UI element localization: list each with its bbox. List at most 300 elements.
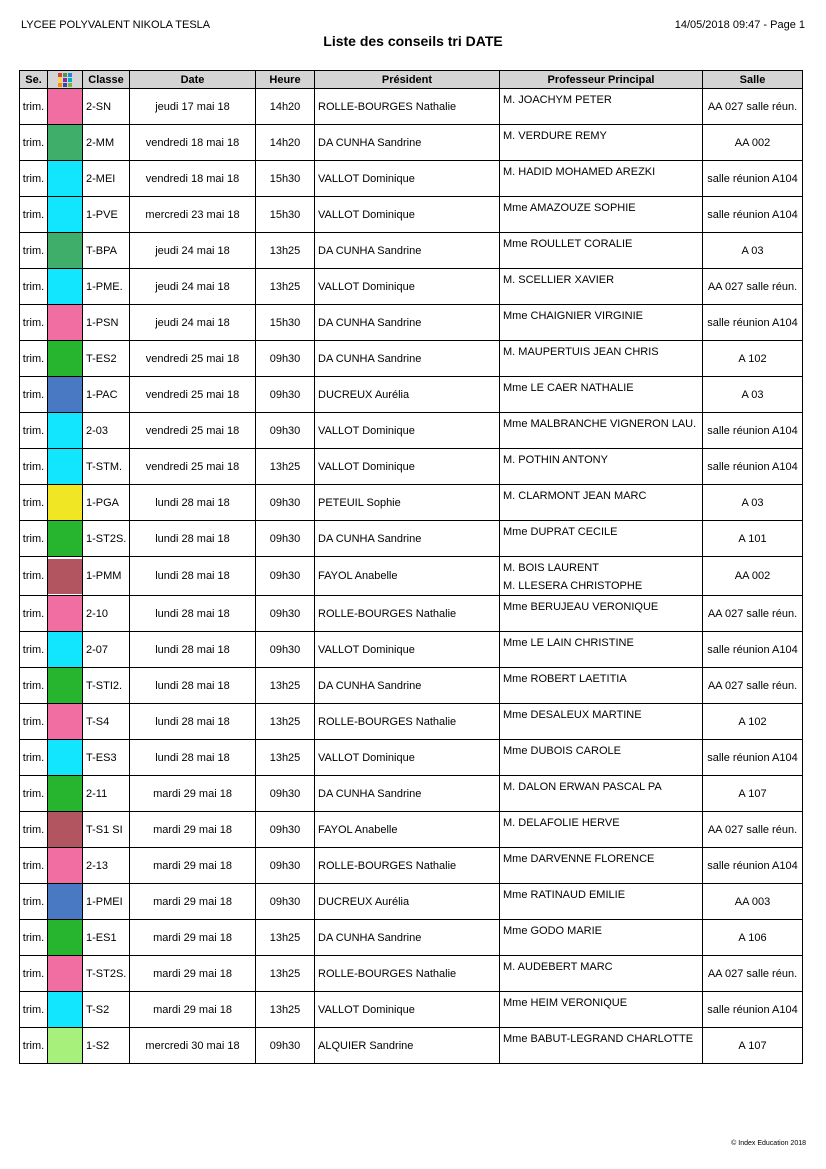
cell-color-swatch [48,632,83,668]
cell-classe: 2-11 [83,776,130,812]
cell-president: DA CUNHA Sandrine [315,125,500,161]
cell-color-swatch [48,341,83,377]
cell-heure: 09h30 [256,485,315,521]
cell-se: trim. [20,269,48,305]
cell-heure: 09h30 [256,848,315,884]
cell-color-swatch [48,521,83,557]
prof-name: M. JOACHYM PETER [503,94,612,106]
cell-date: jeudi 24 mai 18 [130,269,256,305]
prof-name: Mme DESALEUX MARTINE [503,709,642,721]
cell-heure: 09h30 [256,521,315,557]
table-row [20,233,803,269]
cell-prof [500,1028,703,1064]
cell-president: DA CUNHA Sandrine [315,305,500,341]
table-row [20,485,803,521]
cell-date: mercredi 23 mai 18 [130,197,256,233]
cell-prof [500,125,703,161]
cell-prof [500,89,703,125]
color-swatch [48,956,82,991]
cell-president: PETEUIL Sophie [315,485,500,521]
col-header-president: Président [315,71,500,89]
cell-classe: 2-SN [83,89,130,125]
cell-se: trim. [20,776,48,812]
color-swatch [48,449,82,484]
table-row [20,668,803,704]
table-row [20,776,803,812]
cell-heure: 09h30 [256,341,315,377]
cell-color-swatch [48,596,83,632]
table-row [20,521,803,557]
cell-president: VALLOT Dominique [315,740,500,776]
table-row [20,1028,803,1064]
color-swatch [48,992,82,1027]
cell-classe: T-STI2. [83,668,130,704]
cell-date: vendredi 25 mai 18 [130,413,256,449]
cell-date: lundi 28 mai 18 [130,557,256,596]
cell-salle: salle réunion A104 [703,305,803,341]
cell-heure: 14h20 [256,89,315,125]
cell-classe: 1-PMM [83,557,130,596]
cell-prof [500,992,703,1028]
cell-classe: 1-PAC [83,377,130,413]
cell-classe: T-S1 SI [83,812,130,848]
cell-prof [500,776,703,812]
cell-prof [500,413,703,449]
cell-prof [500,305,703,341]
cell-heure: 13h25 [256,269,315,305]
cell-president: VALLOT Dominique [315,269,500,305]
cell-classe: 2-07 [83,632,130,668]
prof-name: Mme DUPRAT CECILE [503,526,618,538]
cell-heure: 15h30 [256,197,315,233]
cell-prof [500,956,703,992]
cell-classe: 2-MM [83,125,130,161]
cell-color-swatch [48,269,83,305]
cell-prof [500,632,703,668]
cell-president: ROLLE-BOURGES Nathalie [315,704,500,740]
prof-name: Mme RATINAUD EMILIE [503,889,626,901]
cell-se: trim. [20,557,48,596]
cell-color-swatch [48,449,83,485]
cell-salle: salle réunion A104 [703,992,803,1028]
color-swatch [48,269,82,304]
cell-prof [500,485,703,521]
cell-salle: A 03 [703,485,803,521]
table-body [20,89,803,1064]
table-row [20,920,803,956]
color-swatch [48,161,82,196]
cell-date: mardi 29 mai 18 [130,848,256,884]
cell-se: trim. [20,89,48,125]
prof-name: M. LLESERA CHRISTOPHE [503,580,643,592]
cell-date: mardi 29 mai 18 [130,920,256,956]
cell-prof [500,596,703,632]
prof-name: Mme MALBRANCHE VIGNERON LAU. [503,418,697,430]
cell-date: mercredi 30 mai 18 [130,1028,256,1064]
cell-date: vendredi 25 mai 18 [130,449,256,485]
cell-color-swatch [48,776,83,812]
table-row [20,269,803,305]
cell-heure: 09h30 [256,884,315,920]
cell-date: lundi 28 mai 18 [130,632,256,668]
school-name: LYCEE POLYVALENT NIKOLA TESLA [21,19,211,31]
color-swatch [48,704,82,739]
color-swatch [48,596,82,631]
cell-se: trim. [20,413,48,449]
cell-salle: salle réunion A104 [703,197,803,233]
cell-heure: 13h25 [256,992,315,1028]
cell-president: FAYOL Anabelle [315,557,500,596]
cell-prof [500,233,703,269]
prof-name: M. DALON ERWAN PASCAL PA [503,781,662,793]
cell-date: lundi 28 mai 18 [130,596,256,632]
cell-heure: 13h25 [256,740,315,776]
cell-color-swatch [48,884,83,920]
cell-se: trim. [20,632,48,668]
cell-color-swatch [48,848,83,884]
cell-heure: 09h30 [256,1028,315,1064]
cell-prof [500,161,703,197]
col-header-prof: Professeur Principal [500,71,703,89]
prof-name: Mme CHAIGNIER VIRGINIE [503,310,643,322]
prof-name: Mme LE LAIN CHRISTINE [503,637,634,649]
col-header-se: Se. [20,71,48,89]
cell-date: lundi 28 mai 18 [130,740,256,776]
col-header-heure: Heure [256,71,315,89]
cell-color-swatch [48,305,83,341]
cell-se: trim. [20,992,48,1028]
table-header-row [20,71,803,89]
color-swatch [48,341,82,376]
cell-president: VALLOT Dominique [315,413,500,449]
cell-salle: A 101 [703,521,803,557]
cell-classe: T-ES2 [83,341,130,377]
cell-classe: 1-PME. [83,269,130,305]
cell-prof [500,521,703,557]
color-swatch [48,305,82,340]
table-row [20,305,803,341]
cell-date: mardi 29 mai 18 [130,812,256,848]
cell-heure: 14h20 [256,125,315,161]
prof-name: M. AUDEBERT MARC [503,961,613,973]
color-swatch [48,89,82,124]
cell-se: trim. [20,596,48,632]
cell-se: trim. [20,161,48,197]
cell-president: VALLOT Dominique [315,161,500,197]
cell-se: trim. [20,956,48,992]
color-swatch [48,884,82,919]
cell-date: mardi 29 mai 18 [130,776,256,812]
prof-name: Mme DUBOIS CAROLE [503,745,621,757]
table-row [20,596,803,632]
cell-prof [500,668,703,704]
cell-salle: salle réunion A104 [703,848,803,884]
cell-salle: A 102 [703,341,803,377]
prof-name: M. VERDURE REMY [503,130,607,142]
table-row [20,704,803,740]
prof-name: Mme BERUJEAU VERONIQUE [503,601,659,613]
table-row [20,812,803,848]
cell-se: trim. [20,920,48,956]
cell-color-swatch [48,740,83,776]
color-palette-icon [58,73,72,87]
col-header-classe: Classe [83,71,130,89]
cell-salle: AA 027 salle réun. [703,269,803,305]
cell-president: ALQUIER Sandrine [315,1028,500,1064]
cell-president: DUCREUX Aurélia [315,884,500,920]
color-swatch [48,740,82,775]
cell-heure: 09h30 [256,596,315,632]
cell-president: VALLOT Dominique [315,197,500,233]
cell-salle: salle réunion A104 [703,161,803,197]
cell-classe: T-ES3 [83,740,130,776]
cell-se: trim. [20,377,48,413]
color-swatch [48,485,82,520]
prof-name: M. BOIS LAURENT [503,562,599,574]
cell-salle: AA 027 salle réun. [703,89,803,125]
prof-name: Mme AMAZOUZE SOPHIE [503,202,636,214]
color-swatch [48,125,82,160]
table-row [20,377,803,413]
cell-salle: A 107 [703,1028,803,1064]
cell-prof [500,704,703,740]
cell-heure: 13h25 [256,668,315,704]
table-row [20,956,803,992]
cell-president: VALLOT Dominique [315,992,500,1028]
color-swatch [48,776,82,811]
cell-president: ROLLE-BOURGES Nathalie [315,596,500,632]
color-swatch [48,668,82,703]
cell-prof [500,848,703,884]
cell-heure: 15h30 [256,161,315,197]
cell-president: VALLOT Dominique [315,449,500,485]
cell-president: DA CUNHA Sandrine [315,233,500,269]
cell-color-swatch [48,1028,83,1064]
prof-name: M. MAUPERTUIS JEAN CHRIS [503,346,659,358]
cell-se: trim. [20,704,48,740]
table-row [20,197,803,233]
cell-president: ROLLE-BOURGES Nathalie [315,956,500,992]
color-swatch [48,848,82,883]
cell-heure: 09h30 [256,377,315,413]
cell-se: trim. [20,305,48,341]
table-row [20,161,803,197]
cell-heure: 13h25 [256,449,315,485]
color-swatch [48,812,82,847]
cell-salle: AA 027 salle réun. [703,596,803,632]
cell-date: lundi 28 mai 18 [130,704,256,740]
cell-salle: A 102 [703,704,803,740]
cell-color-swatch [48,197,83,233]
cell-president: DA CUNHA Sandrine [315,668,500,704]
table-row [20,449,803,485]
cell-heure: 13h25 [256,704,315,740]
cell-president: ROLLE-BOURGES Nathalie [315,848,500,884]
cell-se: trim. [20,197,48,233]
cell-classe: 2-MEI [83,161,130,197]
prof-name: Mme LE CAER NATHALIE [503,382,634,394]
cell-date: lundi 28 mai 18 [130,485,256,521]
prof-name: Mme GODO MARIE [503,925,603,937]
cell-heure: 15h30 [256,305,315,341]
cell-classe: T-ST2S. [83,956,130,992]
prof-name: Mme ROBERT LAETITIA [503,673,627,685]
cell-salle: A 03 [703,377,803,413]
cell-se: trim. [20,668,48,704]
cell-date: vendredi 18 mai 18 [130,125,256,161]
cell-color-swatch [48,704,83,740]
cell-president: FAYOL Anabelle [315,812,500,848]
cell-heure: 13h25 [256,956,315,992]
cell-color-swatch [48,992,83,1028]
cell-salle: AA 002 [703,125,803,161]
color-swatch [48,632,82,667]
cell-president: ROLLE-BOURGES Nathalie [315,89,500,125]
cell-salle: AA 027 salle réun. [703,812,803,848]
cell-date: mardi 29 mai 18 [130,956,256,992]
cell-classe: T-S4 [83,704,130,740]
color-swatch [48,233,82,268]
cell-date: mardi 29 mai 18 [130,992,256,1028]
prof-name: Mme DARVENNE FLORENCE [503,853,655,865]
cell-salle: A 106 [703,920,803,956]
cell-prof [500,884,703,920]
color-swatch [48,377,82,412]
cell-date: lundi 28 mai 18 [130,521,256,557]
prof-name: M. POTHIN ANTONY [503,454,608,466]
cell-classe: T-S2 [83,992,130,1028]
cell-president: DA CUNHA Sandrine [315,521,500,557]
color-swatch [48,413,82,448]
cell-prof [500,269,703,305]
prof-name: Mme HEIM VERONIQUE [503,997,628,1009]
cell-date: vendredi 25 mai 18 [130,377,256,413]
prof-name: M. CLARMONT JEAN MARC [503,490,647,502]
cell-prof [500,377,703,413]
cell-salle: AA 003 [703,884,803,920]
cell-classe: 1-PGA [83,485,130,521]
cell-prof [500,740,703,776]
cell-se: trim. [20,125,48,161]
cell-se: trim. [20,233,48,269]
cell-heure: 13h25 [256,920,315,956]
cell-salle: salle réunion A104 [703,449,803,485]
table-row [20,884,803,920]
cell-classe: T-BPA [83,233,130,269]
cell-date: jeudi 24 mai 18 [130,233,256,269]
table-row [20,125,803,161]
cell-classe: 1-PSN [83,305,130,341]
table-row [20,341,803,377]
cell-date: jeudi 24 mai 18 [130,305,256,341]
cell-president: DA CUNHA Sandrine [315,341,500,377]
cell-se: trim. [20,1028,48,1064]
cell-prof [500,449,703,485]
cell-color-swatch [48,377,83,413]
cell-color-swatch [48,920,83,956]
cell-color-swatch [48,413,83,449]
cell-se: trim. [20,521,48,557]
cell-color-swatch [48,89,83,125]
prof-name: M. SCELLIER XAVIER [503,274,615,286]
table-row [20,557,803,596]
table-row [20,740,803,776]
color-swatch [48,559,82,594]
cell-color-swatch [48,557,83,596]
cell-classe: 1-ES1 [83,920,130,956]
cell-salle: salle réunion A104 [703,413,803,449]
cell-president: DA CUNHA Sandrine [315,920,500,956]
table-row [20,413,803,449]
copyright-footer: © Index Education 2018 [731,1140,806,1147]
cell-prof [500,341,703,377]
prof-name: Mme ROULLET CORALIE [503,238,633,250]
prof-name: Mme BABUT-LEGRAND CHARLOTTE [503,1033,694,1045]
cell-color-swatch [48,485,83,521]
cell-classe: 2-10 [83,596,130,632]
col-header-date: Date [130,71,256,89]
cell-president: DUCREUX Aurélia [315,377,500,413]
cell-salle: AA 027 salle réun. [703,956,803,992]
cell-salle: AA 027 salle réun. [703,668,803,704]
cell-color-swatch [48,668,83,704]
cell-classe: 1-ST2S. [83,521,130,557]
cell-heure: 09h30 [256,776,315,812]
cell-se: trim. [20,884,48,920]
cell-date: lundi 28 mai 18 [130,668,256,704]
cell-salle: salle réunion A104 [703,740,803,776]
cell-salle: A 107 [703,776,803,812]
color-swatch [48,920,82,955]
cell-color-swatch [48,233,83,269]
table-row [20,992,803,1028]
cell-se: trim. [20,740,48,776]
cell-color-swatch [48,161,83,197]
cell-date: vendredi 18 mai 18 [130,161,256,197]
cell-date: mardi 29 mai 18 [130,884,256,920]
cell-prof [500,920,703,956]
cell-classe: 2-13 [83,848,130,884]
table-row [20,632,803,668]
prof-name: M. DELAFOLIE HERVE [503,817,620,829]
conseils-table [19,70,803,1064]
cell-classe: T-STM. [83,449,130,485]
cell-salle: AA 002 [703,557,803,596]
page-title: Liste des conseils tri DATE [323,33,503,49]
cell-prof [500,197,703,233]
col-header-salle: Salle [703,71,803,89]
cell-se: trim. [20,812,48,848]
prof-name: M. HADID MOHAMED AREZKI [503,166,656,178]
print-timestamp: 14/05/2018 09:47 - Page 1 [674,19,805,31]
cell-date: vendredi 25 mai 18 [130,341,256,377]
cell-color-swatch [48,125,83,161]
cell-salle: salle réunion A104 [703,632,803,668]
cell-classe: 2-03 [83,413,130,449]
cell-classe: 1-S2 [83,1028,130,1064]
col-header-color [48,71,83,89]
cell-prof [500,812,703,848]
cell-salle: A 03 [703,233,803,269]
table-row [20,848,803,884]
cell-date: jeudi 17 mai 18 [130,89,256,125]
color-swatch [48,1028,82,1063]
cell-se: trim. [20,485,48,521]
cell-president: DA CUNHA Sandrine [315,776,500,812]
cell-classe: 1-PMEI [83,884,130,920]
cell-se: trim. [20,341,48,377]
color-swatch [48,197,82,232]
